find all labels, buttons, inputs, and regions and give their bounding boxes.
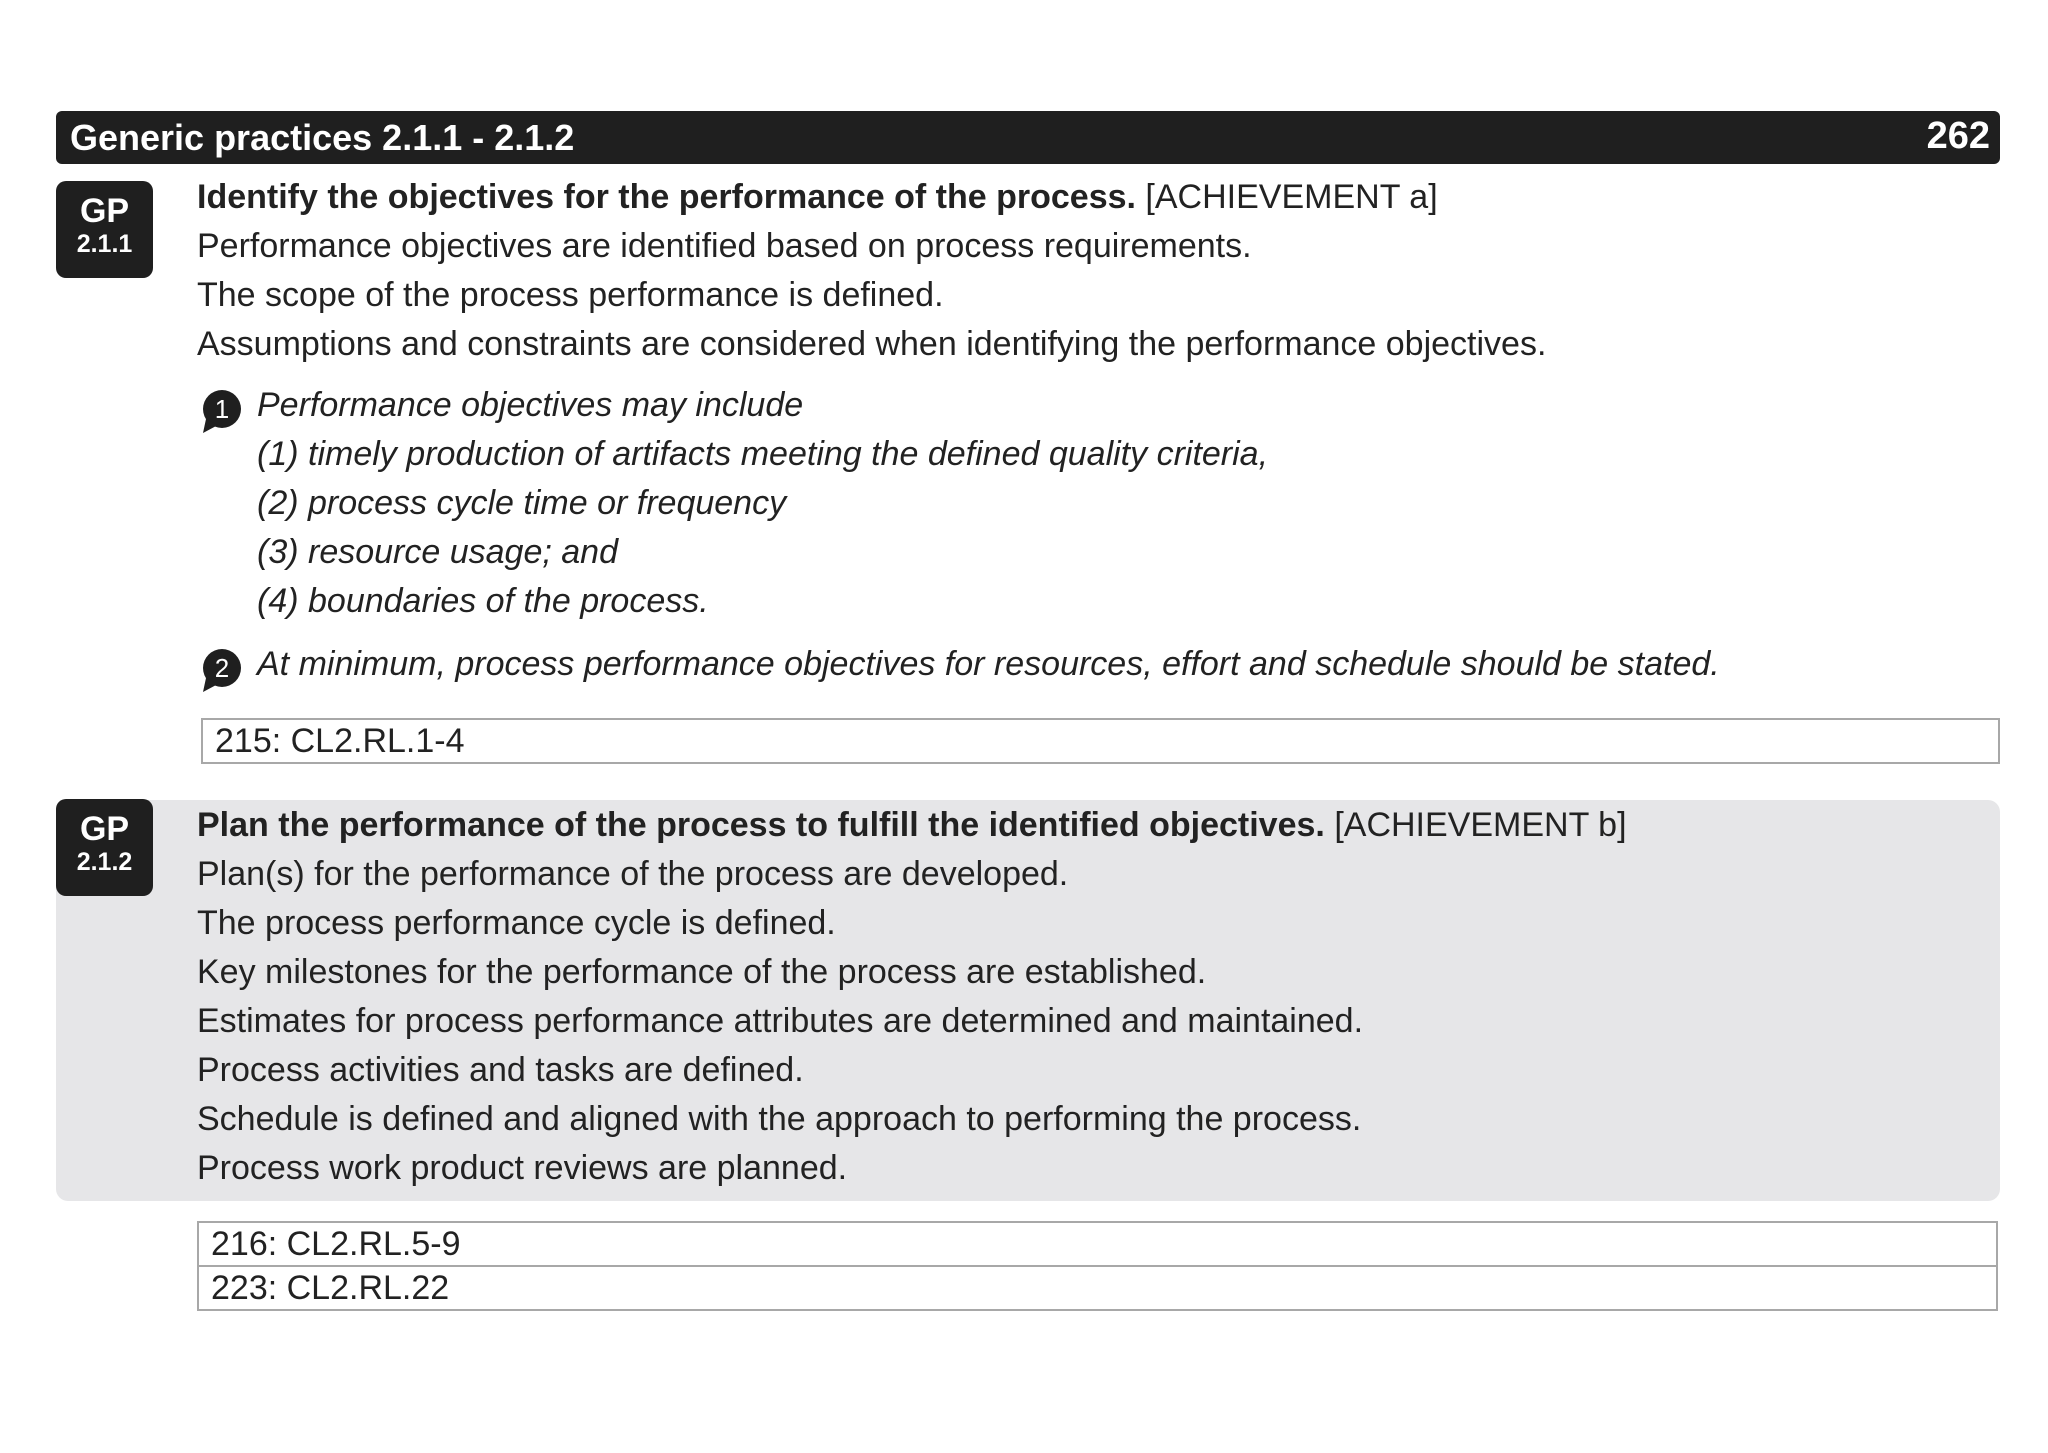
gp-2-1-2-line: Process activities and tasks are defined. — [197, 1051, 804, 1089]
gp-2-1-1-badge — [56, 181, 153, 278]
note-line: (3) resource usage; and — [257, 533, 618, 571]
gp-2-1-2-line: Plan(s) for the performance of the process are developed. — [197, 855, 1069, 893]
gp-2-1-1-line: The scope of the process performance is defined. — [197, 276, 944, 314]
gp-badge-number: 2.1.2 — [76, 848, 133, 876]
gp-2-1-1-line: Performance objectives are identified based on process requirements. — [197, 227, 1252, 265]
gp-badge-number: 2.1.1 — [76, 230, 133, 258]
note-line: (1) timely production of artifacts meeting the defined quality criteria, — [257, 435, 1269, 473]
note-number: 1 — [214, 394, 230, 424]
note-2-text — [257, 640, 1720, 689]
note-line: At minimum, process performance objectives for resources, effort and schedule should be stated. — [257, 645, 1720, 683]
page-number: 262 — [1926, 115, 1990, 157]
section-title: Generic practices 2.1.1 - 2.1.2 — [70, 117, 575, 158]
note-number: 2 — [214, 653, 230, 683]
section-header-bar — [56, 111, 2000, 164]
gp-2-1-2-line: Key milestones for the performance of the process are established. — [197, 953, 1207, 991]
gp-2-1-2-heading — [197, 801, 1627, 850]
gp-2-1-2-badge — [56, 799, 153, 896]
gp-heading-bold: Plan the performance of the process to fulfill the identified objectives. — [197, 806, 1325, 844]
gp-2-1-1-line: Assumptions and constraints are considered when identifying the performance objectives. — [197, 325, 1547, 363]
reference-row: 215: CL2.RL.1-4 — [215, 722, 465, 760]
gp-heading-achievement: [ACHIEVEMENT a] — [1135, 178, 1438, 216]
speech-bubble-number-icon — [200, 648, 244, 692]
gp-2-1-2-body — [197, 801, 1627, 1193]
note-1-text — [257, 381, 1268, 626]
reference-row: 216: CL2.RL.5-9 — [211, 1225, 461, 1263]
gp-2-1-2-line: Process work product reviews are planned. — [197, 1149, 848, 1187]
gp-2-1-1-references — [201, 718, 2000, 764]
note-line: Performance objectives may include — [257, 386, 804, 424]
gp-badge-label: GP — [79, 810, 130, 848]
gp-2-1-1-body — [197, 173, 1546, 369]
gp-2-1-1-heading — [197, 173, 1546, 222]
gp-heading-bold: Identify the objectives for the performance of the process. — [197, 178, 1136, 216]
gp-badge-label: GP — [79, 192, 130, 230]
reference-row: 223: CL2.RL.22 — [199, 1265, 1996, 1309]
note-line: (2) process cycle time or frequency — [257, 484, 787, 522]
gp-2-1-2-references — [197, 1221, 1998, 1311]
gp-heading-achievement: [ACHIEVEMENT b] — [1324, 806, 1627, 844]
gp-2-1-2-line: The process performance cycle is defined. — [197, 904, 836, 942]
note-line: (4) boundaries of the process. — [257, 582, 709, 620]
gp-2-1-2-line: Estimates for process performance attributes are determined and maintained. — [197, 1002, 1364, 1040]
gp-2-1-2-line: Schedule is defined and aligned with the approach to performing the process. — [197, 1100, 1362, 1138]
speech-bubble-number-icon — [200, 389, 244, 433]
